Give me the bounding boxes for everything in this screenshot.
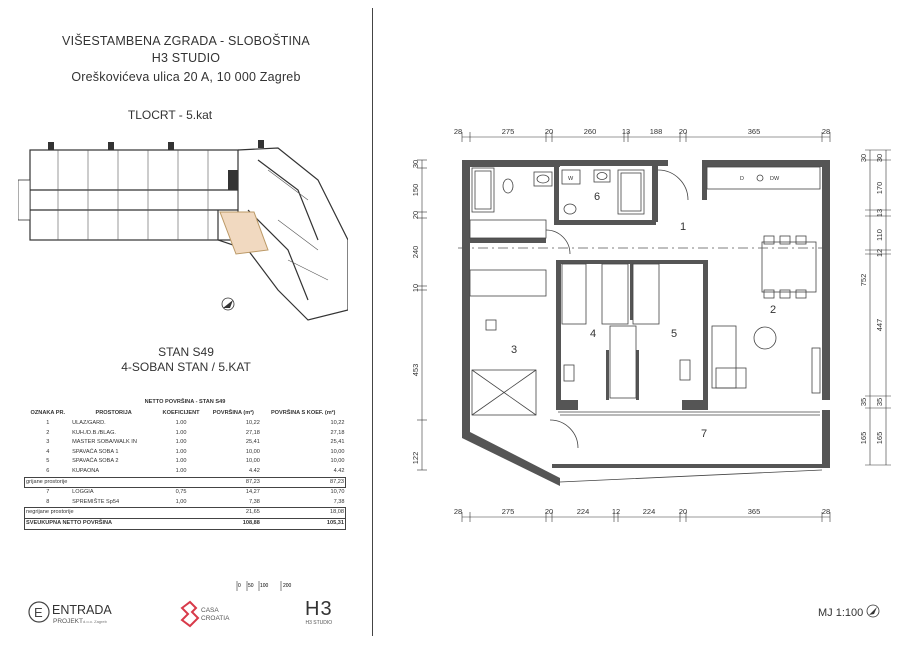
- table-row: 1 ULAZ/GARD. 1.00 10,22 10,22: [46, 420, 345, 426]
- project-address: Oreškovićeva ulica 20 A, 10 000 Zagreb: [71, 70, 301, 84]
- svg-text:365: 365: [747, 127, 761, 136]
- svg-text:122: 122: [411, 451, 420, 465]
- footer-logos: [0, 598, 372, 638]
- room-number: 2: [769, 304, 777, 316]
- svg-text:28: 28: [821, 127, 831, 136]
- left-dimensions: [417, 160, 427, 470]
- svg-text:50: 50: [248, 583, 254, 589]
- col-header: POVRŠINA (m²): [212, 409, 254, 416]
- svg-text:d.o.o. Zagreb: d.o.o. Zagreb: [83, 619, 107, 624]
- svg-text:13: 13: [875, 208, 884, 218]
- svg-text:30: 30: [859, 153, 868, 163]
- svg-text:165: 165: [875, 431, 884, 445]
- svg-text:100: 100: [260, 583, 269, 589]
- svg-text:453: 453: [411, 363, 420, 377]
- room-number: 6: [593, 191, 601, 203]
- svg-text:224: 224: [576, 507, 590, 516]
- svg-text:W: W: [568, 176, 574, 182]
- svg-text:188: 188: [649, 127, 663, 136]
- studio-name: H3 STUDIO: [151, 51, 221, 65]
- svg-text:20: 20: [544, 127, 554, 136]
- svg-text:28: 28: [821, 507, 831, 516]
- key-plan-label: TLOCRT - 5.kat: [127, 108, 213, 122]
- room-number: 7: [700, 428, 708, 440]
- h3-studio-logo: H3 H3 STUDIO: [305, 598, 333, 626]
- svg-text:365: 365: [747, 507, 761, 516]
- svg-text:224: 224: [642, 507, 656, 516]
- svg-text:E: E: [34, 605, 43, 620]
- area-table-title: NETTO POVRŠINA - STAN S49: [144, 398, 226, 405]
- svg-text:35: 35: [875, 397, 884, 407]
- north-arrow-icon: [866, 604, 880, 618]
- top-dimensions: [462, 132, 830, 142]
- table-row: 7 LOGGIA 0,75 14,27 10,70: [46, 489, 345, 496]
- table-row: 5 SPAVAĆA SOBA 2 1.00 10,00 10,00: [46, 458, 345, 465]
- room-number: 4: [589, 328, 597, 340]
- svg-text:275: 275: [501, 507, 515, 516]
- svg-text:30: 30: [875, 153, 884, 163]
- svg-text:240: 240: [411, 245, 420, 259]
- subtotal-row: negrijane prostorije 21,65 18,08: [25, 508, 346, 519]
- svg-text:13: 13: [621, 127, 631, 136]
- svg-text:PROJEKT: PROJEKT: [53, 618, 83, 625]
- svg-text:10: 10: [411, 283, 420, 293]
- svg-text:12: 12: [875, 248, 884, 258]
- svg-text:275: 275: [501, 127, 515, 136]
- svg-text:20: 20: [544, 507, 554, 516]
- svg-text:CASA: CASA: [201, 607, 219, 614]
- svg-text:447: 447: [875, 318, 884, 332]
- fixtures: [470, 167, 822, 482]
- svg-text:12: 12: [611, 507, 621, 516]
- unit-subtitle: 4-SOBAN STAN / 5.KAT: [121, 360, 251, 374]
- area-table: [24, 397, 346, 530]
- table-row: 2 KUH./D.B./BLAG. 1.00 27,18 27,18: [46, 429, 345, 436]
- svg-text:DW: DW: [770, 176, 780, 182]
- svg-text:260: 260: [583, 127, 597, 136]
- svg-text:165: 165: [859, 431, 868, 445]
- svg-text:20: 20: [678, 507, 688, 516]
- panel-divider: [372, 8, 373, 636]
- room-number: 5: [670, 328, 678, 340]
- right-dimensions: [865, 150, 891, 465]
- svg-text:35: 35: [859, 397, 868, 407]
- unit-name: STAN S49: [158, 345, 214, 359]
- svg-text:150: 150: [411, 183, 420, 197]
- info-panel: [0, 0, 372, 650]
- svg-text:0: 0: [238, 583, 241, 589]
- svg-text:30: 30: [411, 159, 420, 169]
- key-plan: [18, 130, 348, 330]
- svg-text:CROATIA: CROATIA: [201, 615, 230, 622]
- svg-text:D: D: [740, 176, 744, 182]
- col-header: OZNAKA PR.: [30, 409, 66, 416]
- col-header: POVRŠINA S KOEF. (m²): [270, 409, 336, 416]
- scale-label: MJ 1:100: [818, 604, 880, 619]
- svg-text:28: 28: [453, 507, 463, 516]
- svg-text:110: 110: [875, 229, 884, 241]
- room-number: 1: [679, 221, 687, 233]
- table-row: 3 MASTER SOBA/WALK IN 1.00 25,41 25,41: [46, 439, 345, 446]
- room-number: 3: [510, 344, 518, 356]
- svg-text:ENTRADA: ENTRADA: [52, 603, 112, 617]
- scale-bar: [233, 578, 297, 592]
- svg-text:28: 28: [453, 127, 463, 136]
- table-row: 8 SPREMIŠTE Sp54 1,00 7,38 7,38: [46, 498, 345, 505]
- project-title: VIŠESTAMBENA ZGRADA - SLOBOŠTINA: [62, 34, 310, 48]
- col-header: KOEFICIJENT: [162, 409, 200, 416]
- table-row: 4 SPAVAĆA SOBA 1 1.00 10,00 10,00: [46, 448, 345, 455]
- casa-croatia-logo: [178, 600, 248, 635]
- svg-text:20: 20: [411, 210, 420, 220]
- walls: [462, 160, 830, 435]
- col-header: PROSTORIJA: [95, 409, 132, 416]
- svg-text:170: 170: [875, 181, 884, 195]
- floor-plan: [400, 120, 900, 530]
- total-row: SVEUKUPNA NETTO POVRŠINA 108,88 105,31: [25, 518, 346, 529]
- table-row: 6 KUPAONA 1.00 4.42 4.42: [46, 467, 345, 474]
- subtotal-row: grijane prostorije 87,23 87,23: [25, 477, 346, 488]
- entrada-logo: [28, 598, 128, 633]
- svg-text:20: 20: [678, 127, 688, 136]
- svg-text:752: 752: [859, 273, 868, 287]
- svg-text:200: 200: [283, 583, 292, 589]
